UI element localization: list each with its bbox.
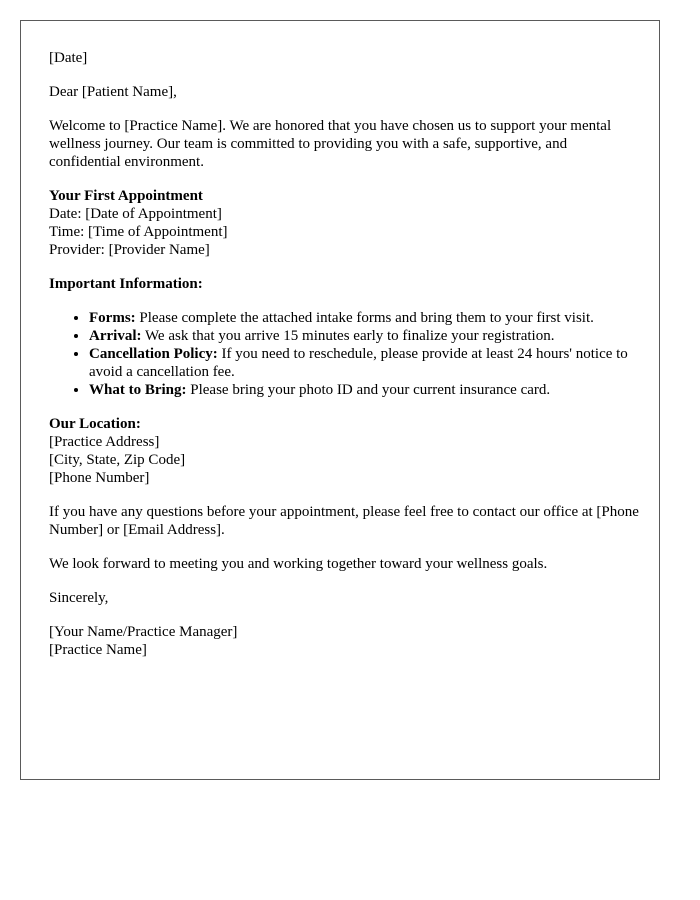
appointment-section	[49, 187, 639, 259]
signature-block	[49, 623, 639, 659]
important-info-heading: Important Information:	[49, 276, 203, 292]
closing-paragraph: We look forward to meeting you and working together toward your wellness goals.	[49, 556, 548, 572]
letter-date: [Date]	[49, 50, 88, 66]
list-item-text: Please bring your photo ID and your current insurance card.	[186, 382, 551, 398]
letter-body	[49, 49, 639, 675]
list-item	[89, 327, 639, 345]
list-item-label: Forms:	[89, 310, 136, 326]
list-item-text: If you need to reschedule, please provide at least 24 hours' notice to avoid a cancellation fee.	[89, 346, 628, 380]
location-city: [City, State, Zip Code]	[49, 452, 186, 468]
salutation: Dear [Patient Name],	[49, 84, 177, 100]
letter-page	[20, 20, 660, 780]
location-section	[49, 415, 639, 487]
signoff: Sincerely,	[49, 590, 109, 606]
important-info-list	[49, 309, 639, 399]
location-phone: [Phone Number]	[49, 470, 150, 486]
signature-name: [Your Name/Practice Manager]	[49, 624, 238, 640]
appointment-heading: Your First Appointment	[49, 188, 203, 204]
list-item	[89, 381, 639, 399]
appointment-date: Date: [Date of Appointment]	[49, 206, 222, 222]
signature-practice: [Practice Name]	[49, 642, 147, 658]
location-heading: Our Location:	[49, 416, 141, 432]
intro-paragraph: Welcome to [Practice Name]. We are honored that you have chosen us to support your mental wellness journey. Our team is committed to providing you with a safe, supportive, and confidential environment.	[49, 118, 612, 170]
list-item-label: Arrival:	[89, 328, 142, 344]
list-item	[89, 309, 639, 327]
list-item	[89, 345, 639, 381]
list-item-text: We ask that you arrive 15 minutes early to finalize your registration.	[141, 328, 555, 344]
appointment-time: Time: [Time of Appointment]	[49, 224, 228, 240]
location-address: [Practice Address]	[49, 434, 160, 450]
appointment-provider: Provider: [Provider Name]	[49, 242, 210, 258]
list-item-label: What to Bring:	[89, 382, 187, 398]
questions-paragraph: If you have any questions before your appointment, please feel free to contact our office at [Phone Number] or [Email Address].	[49, 504, 639, 538]
list-item-text: Please complete the attached intake forms and bring them to your first visit.	[135, 310, 594, 326]
list-item-label: Cancellation Policy:	[89, 346, 218, 362]
